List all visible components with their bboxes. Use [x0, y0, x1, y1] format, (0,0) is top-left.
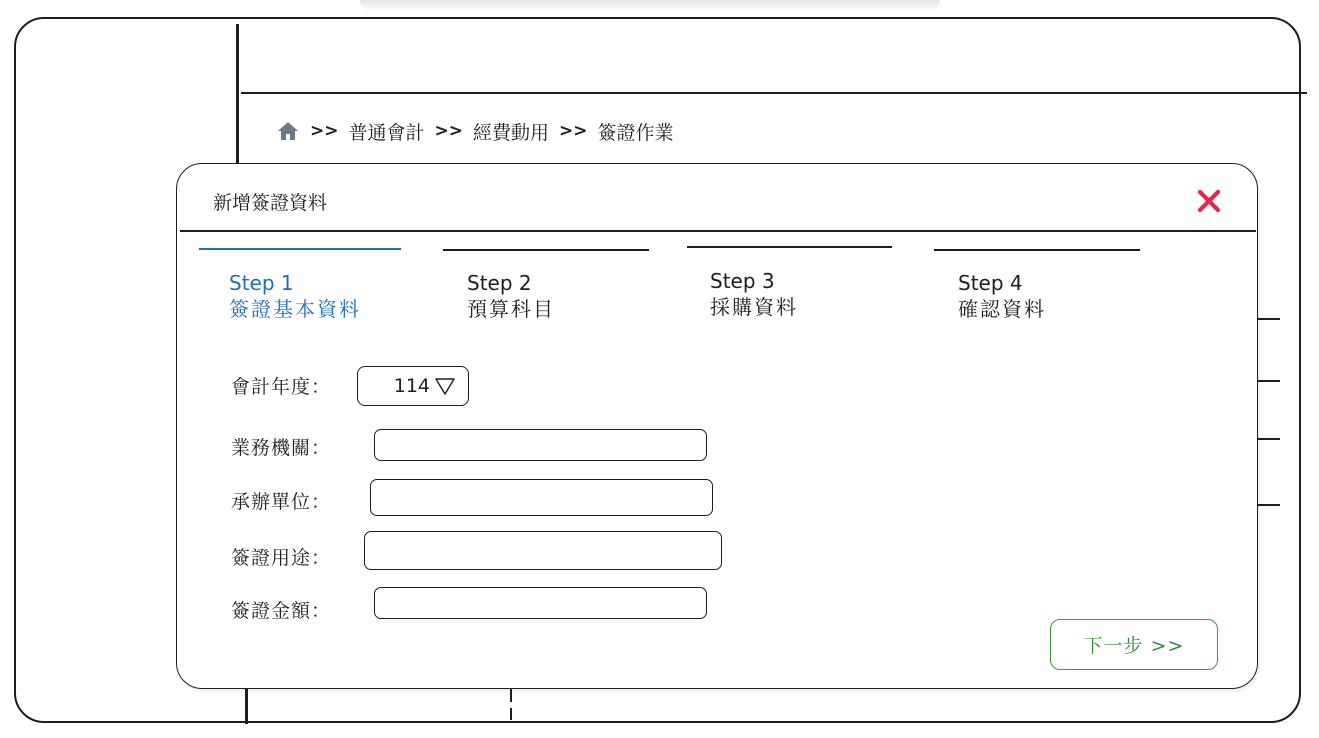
modal-header-divider — [180, 230, 1256, 232]
sidebar-divider — [236, 24, 239, 164]
content-divider-stub — [510, 688, 512, 702]
sidebar-divider-lower — [245, 684, 248, 724]
dropdown-triangle-icon — [434, 376, 456, 396]
wizard-step-1[interactable] — [229, 270, 361, 322]
step-name: 簽證基本資料 — [229, 297, 361, 321]
top-shadow — [360, 0, 940, 12]
breadcrumb-item-expenditure[interactable]: 經費動用 — [473, 121, 550, 144]
modal-title: 新增簽證資料 — [213, 192, 328, 214]
unit-input[interactable] — [370, 479, 713, 516]
content-divider-stub-2 — [510, 708, 512, 720]
agency-input[interactable] — [374, 429, 707, 461]
purpose-label: 簽證用途： — [231, 547, 332, 569]
close-icon — [1192, 184, 1226, 218]
step-2-indicator — [443, 249, 649, 251]
breadcrumb — [276, 114, 674, 148]
step-number: Step 3 — [710, 269, 775, 293]
wizard-step-2[interactable] — [467, 270, 555, 322]
breadcrumb-separator: >> — [434, 121, 464, 141]
breadcrumb-separator: >> — [559, 121, 588, 141]
purpose-input[interactable] — [364, 531, 722, 570]
close-button[interactable] — [1192, 184, 1226, 218]
header-divider — [241, 92, 1307, 94]
breadcrumb-item-general-accounting[interactable]: 普通會計 — [348, 121, 425, 144]
home-icon[interactable] — [276, 119, 300, 143]
breadcrumb-separator: >> — [310, 121, 339, 141]
amount-input[interactable] — [374, 587, 707, 619]
step-4-indicator — [934, 249, 1140, 251]
add-certification-modal — [176, 163, 1258, 689]
wizard-step-3[interactable] — [710, 268, 798, 320]
breadcrumb-item-certification[interactable]: 簽證作業 — [597, 121, 674, 144]
step-number: Step 4 — [958, 271, 1023, 295]
fiscal-year-value: 114 — [393, 375, 430, 397]
amount-label: 簽證金額： — [231, 600, 332, 622]
next-step-button[interactable]: 下一步 >> — [1050, 619, 1218, 670]
step-3-indicator — [687, 246, 892, 248]
step-number: Step 1 — [229, 271, 294, 295]
step-1-indicator — [199, 248, 401, 250]
step-number: Step 2 — [467, 271, 532, 295]
step-name: 確認資料 — [958, 297, 1046, 321]
fiscal-year-select[interactable] — [357, 366, 469, 406]
fiscal-year-label: 會計年度： — [231, 376, 332, 398]
step-name: 採購資料 — [710, 295, 798, 319]
unit-label: 承辦單位： — [231, 491, 332, 513]
agency-label: 業務機關： — [231, 437, 332, 459]
step-name: 預算科目 — [467, 297, 555, 321]
wizard-step-4[interactable] — [958, 270, 1046, 322]
